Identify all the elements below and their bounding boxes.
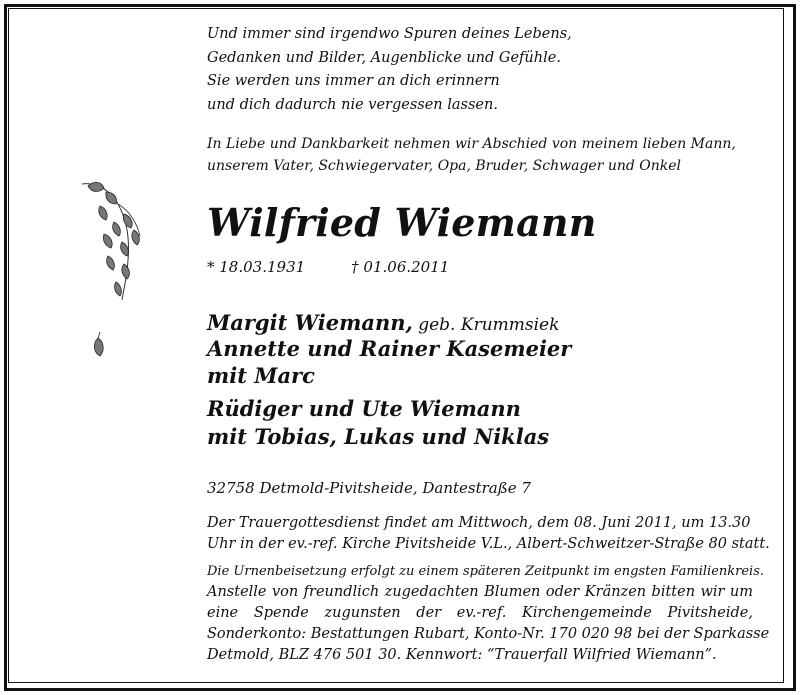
death-date: † 01.06.2011 [351,258,450,276]
donation-line: Anstelle von freundlich zugedachten Blumen oder Kränzen bitten wir um [207,584,753,600]
donation-line: Detmold, BLZ 476 501 30. Kennwort: “Trauerfall Wilfried Wiemann”. [207,647,717,663]
poem-line: Und immer sind irgendwo Spuren deines Lebens, [207,26,572,42]
donation-line: eine Spende zugunsten der ev.-ref. Kirchengemeinde Pivitsheide, [207,605,753,621]
family-line: Annette und Rainer Kasemeier [207,336,572,361]
birch-branch-illustration [78,176,148,306]
urn-note: Die Urnenbeisetzung erfolgt zu einem späteren Zeitpunkt im engsten Familienkreis. [207,564,765,579]
farewell-line: In Liebe und Dankbarkeit nehmen wir Abschied von meinem lieben Mann, [207,136,736,152]
service-line: Der Trauergottesdienst findet am Mittwoch, dem 08. Juni 2011, um 13.30 [207,515,751,531]
falling-leaf-illustration [86,330,108,364]
widow-name: Margit Wiemann, [207,310,413,335]
poem-line: und dich dadurch nie vergessen lassen. [207,97,498,113]
poem-line: Gedanken und Bilder, Augenblicke und Gefühle. [207,50,561,66]
poem-line: Sie werden uns immer an dich erinnern [207,73,500,89]
birth-date: * 18.03.1931 [207,258,306,276]
farewell-line: unserem Vater, Schwiegervater, Opa, Bruder, Schwager und Onkel [207,158,682,174]
address: 32758 Detmold-Pivitsheide, Dantestraße 7 [207,479,531,497]
maiden-name: geb. Krummsiek [412,315,560,335]
donation-line: Sonderkonto: Bestattungen Rubart, Konto-Nr. 170 020 98 bei der Sparkasse [207,626,770,642]
family-line: mit Tobias, Lukas und Niklas [207,424,550,449]
family-line: mit Marc [207,363,315,388]
deceased-name: Wilfried Wiemann [207,200,597,245]
service-line: Uhr in der ev.-ref. Kirche Pivitsheide V.L., Albert-Schweitzer-Straße 80 statt. [207,536,770,552]
life-dates [207,258,449,276]
family-line-first [207,310,559,335]
family-line: Rüdiger und Ute Wiemann [207,396,521,421]
